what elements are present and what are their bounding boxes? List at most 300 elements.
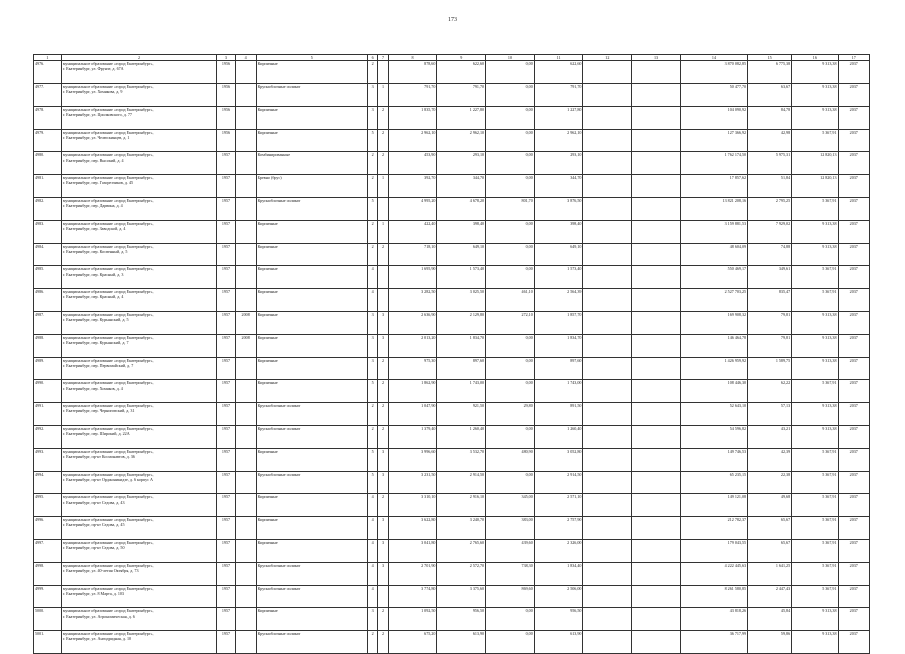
entrance-count — [378, 61, 388, 84]
build-year: 1957 — [217, 311, 236, 334]
residential-area: 3 052,80 — [534, 448, 583, 471]
nonresidential-area: 0,00 — [486, 425, 535, 448]
column-12-value — [583, 608, 632, 631]
total-area: 878,60 — [388, 61, 437, 84]
planned-year: 2037 — [838, 129, 869, 152]
reconstruction-year — [235, 61, 256, 84]
build-year: 1956 — [217, 129, 236, 152]
entrance-count — [378, 585, 388, 608]
total-area: 791,70 — [388, 84, 437, 107]
build-year: 1957 — [217, 562, 236, 585]
repair-cost: 48 604,09 — [680, 243, 747, 266]
cost-per-sqm: 84,78 — [748, 106, 792, 129]
premises-area: 956,50 — [437, 608, 486, 631]
premises-area: 293,10 — [437, 152, 486, 175]
max-cost-rate: 9 313,38 — [792, 311, 838, 334]
cost-per-sqm: 42,98 — [748, 129, 792, 152]
reconstruction-year — [235, 517, 256, 540]
owner-name: муниципальное образование «город Екатеринбург», — [62, 243, 154, 249]
owner-name: муниципальное образование «город Екатеринбург», — [62, 311, 154, 317]
nonresidential-area: 0,00 — [486, 357, 535, 380]
entrance-count: 2 — [378, 106, 388, 129]
build-year: 1956 — [217, 106, 236, 129]
row-number: 5001. — [34, 631, 62, 654]
floor-count: 3 — [367, 84, 377, 107]
cost-per-sqm: 49,68 — [748, 494, 792, 517]
owner-address-cell — [61, 266, 216, 289]
row-number: 4979. — [34, 129, 62, 152]
table-row — [34, 106, 870, 129]
column-12-value — [583, 220, 632, 243]
entrance-count: 3 — [378, 334, 388, 357]
table-row — [34, 197, 870, 220]
premises-area: 3 375,60 — [437, 585, 486, 608]
owner-address-cell — [61, 289, 216, 312]
table-row — [34, 243, 870, 266]
column-number: 6 — [367, 55, 377, 61]
nonresidential-area: 383,00 — [486, 517, 535, 540]
row-number: 4989. — [34, 357, 62, 380]
column-12-value — [583, 585, 632, 608]
owner-address-cell — [61, 494, 216, 517]
cost-per-sqm: 7 929,02 — [748, 220, 792, 243]
premises-area: 1 260,40 — [437, 425, 486, 448]
column-number: 4 — [235, 55, 256, 61]
build-year: 1956 — [217, 84, 236, 107]
premises-area: 2 914,50 — [437, 471, 486, 494]
column-13-value — [632, 403, 681, 426]
column-13-value — [632, 289, 681, 312]
table-row — [34, 608, 870, 631]
owner-address-cell — [61, 106, 216, 129]
column-12-value — [583, 562, 632, 585]
column-13-value — [632, 220, 681, 243]
wall-material: Крупноблочные силикат — [256, 585, 367, 608]
owner-address-cell — [61, 61, 216, 84]
column-number: 2 — [61, 55, 216, 61]
premises-area: 3 025,50 — [437, 289, 486, 312]
table-row — [34, 129, 870, 152]
premises-area: 398,40 — [437, 220, 486, 243]
build-year: 1957 — [217, 517, 236, 540]
floor-count: 2 — [367, 403, 377, 426]
page-number: 173 — [448, 17, 457, 23]
entrance-count: 2 — [378, 380, 388, 403]
cost-per-sqm: 1 641,25 — [748, 562, 792, 585]
repair-cost: 36 717,99 — [680, 631, 747, 654]
cost-per-sqm: 79,81 — [748, 334, 792, 357]
building-address: г. Екатеринбург, пер. Дарвина, д. 4 — [62, 203, 123, 209]
cost-per-sqm: 1 589,75 — [748, 357, 792, 380]
owner-address-cell — [61, 585, 216, 608]
table-row — [34, 266, 870, 289]
planned-year: 2037 — [838, 311, 869, 334]
nonresidential-area: 869,60 — [486, 585, 535, 608]
residential-area: 1 227,80 — [534, 106, 583, 129]
entrance-count: 2 — [378, 494, 388, 517]
reconstruction-year — [235, 608, 256, 631]
owner-name: муниципальное образование «город Екатеринбург», — [62, 84, 154, 89]
max-cost-rate: 9 313,38 — [792, 608, 838, 631]
column-13-value — [632, 425, 681, 448]
total-area: 3 774,80 — [388, 585, 437, 608]
row-number: 4976. — [34, 61, 62, 84]
table-row — [34, 539, 870, 562]
entrance-count — [378, 289, 388, 312]
column-number: 10 — [486, 55, 535, 61]
table-row — [34, 380, 870, 403]
premises-area: 897,60 — [437, 357, 486, 380]
planned-year: 2037 — [838, 471, 869, 494]
planned-year: 2037 — [838, 357, 869, 380]
build-year: 1957 — [217, 243, 236, 266]
residential-area: 1 743,00 — [534, 380, 583, 403]
planned-year: 2037 — [838, 425, 869, 448]
column-number: 8 — [388, 55, 437, 61]
column-12-value — [583, 517, 632, 540]
row-number: 4986. — [34, 289, 62, 312]
building-address: г. Екатеринбург, пр-кт Седова, д. 43 — [62, 499, 125, 505]
total-area: 2 013,20 — [388, 334, 437, 357]
floor-count: 4 — [367, 585, 377, 608]
wall-material: Крупноблочные силикат — [256, 197, 367, 220]
residential-area: 649,10 — [534, 243, 583, 266]
owner-name: муниципальное образование «город Екатеринбург», — [62, 494, 154, 500]
building-address: г. Екатеринбург, пер. Газорезчиков, д. 45 — [62, 180, 134, 186]
table-row — [34, 425, 870, 448]
owner-name: муниципальное образование «город Екатеринбург», — [62, 539, 154, 545]
entrance-count: 3 — [378, 311, 388, 334]
column-12-value — [583, 61, 632, 84]
column-number: 3 — [217, 55, 236, 61]
owner-address-cell — [61, 220, 216, 243]
build-year: 1957 — [217, 608, 236, 631]
planned-year: 2037 — [838, 266, 869, 289]
column-13-value — [632, 106, 681, 129]
max-cost-rate: 5 367,91 — [792, 494, 838, 517]
total-area: 1 092,50 — [388, 608, 437, 631]
reconstruction-year — [235, 471, 256, 494]
max-cost-rate: 5 367,91 — [792, 129, 838, 152]
owner-name: муниципальное образование «город Екатеринбург», — [62, 106, 154, 112]
row-number: 4988. — [34, 334, 62, 357]
owner-name: муниципальное образование «город Екатеринбург», — [62, 289, 154, 295]
owner-name: муниципальное образование «город Екатеринбург», — [62, 175, 154, 181]
floor-count: 4 — [367, 289, 377, 312]
residential-area: 622,60 — [534, 61, 583, 84]
floor-count: 5 — [367, 448, 377, 471]
row-number: 4998. — [34, 562, 62, 585]
residential-area: 344,70 — [534, 175, 583, 198]
floor-count: 2 — [367, 175, 377, 198]
entrance-count: 2 — [378, 608, 388, 631]
row-number: 5000. — [34, 608, 62, 631]
residential-area: 398,40 — [534, 220, 583, 243]
column-12-value — [583, 197, 632, 220]
residential-area: 791,70 — [534, 84, 583, 107]
owner-address-cell — [61, 175, 216, 198]
residential-area: 3 876,50 — [534, 197, 583, 220]
max-cost-rate: 9 313,38 — [792, 106, 838, 129]
floor-count: 2 — [367, 220, 377, 243]
max-cost-rate: 9 313,38 — [792, 61, 838, 84]
build-year: 1957 — [217, 631, 236, 654]
premises-area: 2 572,70 — [437, 562, 486, 585]
nonresidential-area: 0,00 — [486, 84, 535, 107]
entrance-count: 1 — [378, 175, 388, 198]
total-area: 4 995,20 — [388, 197, 437, 220]
nonresidential-area: 738,30 — [486, 562, 535, 585]
column-13-value — [632, 152, 681, 175]
premises-area: 2 765,60 — [437, 539, 486, 562]
build-year: 1957 — [217, 539, 236, 562]
floor-count: 2 — [367, 631, 377, 654]
column-12-value — [583, 539, 632, 562]
max-cost-rate: 5 367,91 — [792, 197, 838, 220]
planned-year: 2037 — [838, 631, 869, 654]
column-12-value — [583, 403, 632, 426]
reconstruction-year — [235, 494, 256, 517]
owner-name: муниципальное образование «город Екатеринбург», — [62, 585, 154, 591]
total-area: 3 996,60 — [388, 448, 437, 471]
nonresidential-area: 0,00 — [486, 334, 535, 357]
wall-material: Крупноблочные силикат — [256, 403, 367, 426]
owner-name: муниципальное образование «город Екатеринбург», — [62, 357, 154, 363]
row-number: 4997. — [34, 539, 62, 562]
wall-material: Крупноблочные силикат — [256, 631, 367, 654]
max-cost-rate: 12 820,13 — [792, 175, 838, 198]
floor-count: 5 — [367, 471, 377, 494]
residential-area: 891,50 — [534, 403, 583, 426]
build-year: 1957 — [217, 448, 236, 471]
total-area: 1 835,70 — [388, 106, 437, 129]
max-cost-rate: 9 313,38 — [792, 425, 838, 448]
planned-year: 2037 — [838, 334, 869, 357]
nonresidential-area: 0,00 — [486, 631, 535, 654]
planned-year: 2037 — [838, 517, 869, 540]
planned-year: 2037 — [838, 243, 869, 266]
cost-per-sqm: 22,38 — [748, 471, 792, 494]
build-year: 1957 — [217, 471, 236, 494]
column-12-value — [583, 266, 632, 289]
entrance-count: 2 — [378, 403, 388, 426]
column-number: 7 — [378, 55, 388, 61]
premises-area: 344,70 — [437, 175, 486, 198]
entrance-count: 3 — [378, 448, 388, 471]
column-12-value — [583, 175, 632, 198]
column-13-value — [632, 243, 681, 266]
premises-area: 2 962,10 — [437, 129, 486, 152]
floor-count: 2 — [367, 425, 377, 448]
planned-year: 2037 — [838, 562, 869, 585]
building-address: г. Екатеринбург, пр-кт Орджоникидзе, д. 6 корпус А — [62, 476, 153, 482]
reconstruction-year — [235, 631, 256, 654]
wall-material: Кирпичные — [256, 380, 367, 403]
table-row — [34, 220, 870, 243]
wall-material: Бревно (брус) — [256, 175, 367, 198]
building-address: г. Екатеринбург, пер. Курьянский, д. 7 — [62, 339, 129, 345]
build-year: 1957 — [217, 403, 236, 426]
cost-per-sqm: 43,21 — [748, 425, 792, 448]
owner-address-cell — [61, 380, 216, 403]
building-address: г. Екатеринбург, пр-кт Космонавтов, д. 36 — [62, 453, 135, 459]
owner-address-cell — [61, 84, 216, 107]
nonresidential-area: 29,80 — [486, 403, 535, 426]
total-area: 392,70 — [388, 175, 437, 198]
column-13-value — [632, 539, 681, 562]
owner-address-cell — [61, 425, 216, 448]
owner-address-cell — [61, 608, 216, 631]
column-12-value — [583, 357, 632, 380]
build-year: 1957 — [217, 289, 236, 312]
column-13-value — [632, 357, 681, 380]
build-year: 1956 — [217, 61, 236, 84]
owner-name: муниципальное образование «город Екатеринбург», — [62, 562, 154, 568]
building-address: г. Екатеринбург, ул. Агрономическая, д. 6 — [62, 613, 135, 619]
max-cost-rate: 5 367,91 — [792, 266, 838, 289]
reconstruction-year — [235, 266, 256, 289]
building-address: г. Екатеринбург, пер. Высокий, д. 4 — [62, 157, 124, 163]
row-number: 4993. — [34, 448, 62, 471]
owner-address-cell — [61, 631, 216, 654]
owner-name: муниципальное образование «город Екатеринбург», — [62, 517, 154, 523]
build-year: 1957 — [217, 197, 236, 220]
floor-count: 5 — [367, 380, 377, 403]
repair-cost: 50 477,70 — [680, 84, 747, 107]
max-cost-rate: 9 313,38 — [792, 220, 838, 243]
planned-year: 2037 — [838, 608, 869, 631]
building-address: г. Екатеринбург, ул. 8 Марта, д. 103 — [62, 590, 124, 596]
repair-cost: 146 464,78 — [680, 334, 747, 357]
nonresidential-area: 0,00 — [486, 220, 535, 243]
cost-per-sqm: 835,47 — [748, 289, 792, 312]
entrance-count: 2 — [378, 129, 388, 152]
max-cost-rate: 5 367,91 — [792, 585, 838, 608]
premises-area: 1 834,70 — [437, 334, 486, 357]
floor-count: 4 — [367, 539, 377, 562]
reconstruction-year — [235, 220, 256, 243]
total-area: 1 862,90 — [388, 380, 437, 403]
residential-area: 293,10 — [534, 152, 583, 175]
repair-cost: 127 366,92 — [680, 129, 747, 152]
column-number: 16 — [792, 55, 838, 61]
max-cost-rate: 9 313,38 — [792, 403, 838, 426]
housing-registry-table — [33, 54, 870, 654]
cost-per-sqm: 79,81 — [748, 311, 792, 334]
premises-area: 2 129,80 — [437, 311, 486, 334]
residential-area: 2 564,39 — [534, 289, 583, 312]
residential-area: 2 326,00 — [534, 539, 583, 562]
total-area: 453,90 — [388, 152, 437, 175]
residential-area: 2 757,90 — [534, 517, 583, 540]
build-year: 1957 — [217, 585, 236, 608]
entrance-count: 2 — [378, 425, 388, 448]
entrance-count: 3 — [378, 517, 388, 540]
column-13-value — [632, 129, 681, 152]
floor-count: 3 — [367, 357, 377, 380]
build-year: 1957 — [217, 220, 236, 243]
owner-address-cell — [61, 334, 216, 357]
building-address: г. Екатеринбург, пр-кт Седова, д. 50 — [62, 545, 125, 551]
reconstruction-year — [235, 289, 256, 312]
table-row — [34, 152, 870, 175]
residential-area: 2 962,10 — [534, 129, 583, 152]
nonresidential-area: 0,00 — [486, 106, 535, 129]
entrance-count: 2 — [378, 243, 388, 266]
floor-count: 3 — [367, 106, 377, 129]
wall-material: Крупноблочные силикат — [256, 471, 367, 494]
column-12-value — [583, 494, 632, 517]
nonresidential-area: 0,00 — [486, 152, 535, 175]
column-13-value — [632, 631, 681, 654]
max-cost-rate: 9 313,38 — [792, 357, 838, 380]
table-row — [34, 84, 870, 107]
residential-area: 1 260,40 — [534, 425, 583, 448]
nonresidential-area: 0,00 — [486, 61, 535, 84]
build-year: 1957 — [217, 175, 236, 198]
owner-name: муниципальное образование «город Екатеринбург», — [62, 334, 154, 340]
owner-name: муниципальное образование «город Екатеринбург», — [62, 152, 154, 158]
entrance-count: 2 — [378, 152, 388, 175]
repair-cost: 52 643,10 — [680, 403, 747, 426]
premises-area: 3 240,70 — [437, 517, 486, 540]
building-address: г. Екатеринбург, ул. Ангидридная, д. 10 — [62, 636, 132, 642]
table-row — [34, 403, 870, 426]
building-address: г. Екатеринбург, ул. Челюскинцев, д. 1 — [62, 134, 130, 140]
cost-per-sqm: 65,67 — [748, 539, 792, 562]
row-number: 4978. — [34, 106, 62, 129]
wall-material: Крупноблочные силикат — [256, 562, 367, 585]
table-row — [34, 334, 870, 357]
wall-material: Кирпичные — [256, 266, 367, 289]
max-cost-rate: 5 367,91 — [792, 517, 838, 540]
build-year: 1957 — [217, 357, 236, 380]
owner-address-cell — [61, 129, 216, 152]
nonresidential-area: 0,00 — [486, 380, 535, 403]
row-number: 4995. — [34, 494, 62, 517]
residential-area: 2 506,00 — [534, 585, 583, 608]
column-number: 17 — [838, 55, 869, 61]
row-number: 4977. — [34, 84, 62, 107]
column-13-value — [632, 61, 681, 84]
entrance-count: 1 — [378, 220, 388, 243]
residential-area: 1 573,40 — [534, 266, 583, 289]
nonresidential-area: 0,00 — [486, 129, 535, 152]
wall-material: Кирпичные — [256, 61, 367, 84]
table-row — [34, 585, 870, 608]
wall-material: Кирпичные — [256, 129, 367, 152]
total-area: 1 047,90 — [388, 403, 437, 426]
total-area: 2 701,90 — [388, 562, 437, 585]
planned-year: 2037 — [838, 448, 869, 471]
build-year: 1957 — [217, 266, 236, 289]
column-13-value — [632, 380, 681, 403]
max-cost-rate: 5 367,91 — [792, 289, 838, 312]
column-13-value — [632, 175, 681, 198]
building-address: г. Екатеринбург, пер. Курьянский, д. 5 — [62, 317, 129, 323]
planned-year: 2037 — [838, 152, 869, 175]
table-row — [34, 631, 870, 654]
cost-per-sqm: 2 795,25 — [748, 197, 792, 220]
build-year: 1957 — [217, 152, 236, 175]
repair-cost: 212 782,37 — [680, 517, 747, 540]
row-number: 4987. — [34, 311, 62, 334]
floor-count: 2 — [367, 243, 377, 266]
nonresidential-area: 461,10 — [486, 289, 535, 312]
owner-address-cell — [61, 539, 216, 562]
total-area: 3 041,80 — [388, 539, 437, 562]
repair-cost: 65 235,15 — [680, 471, 747, 494]
